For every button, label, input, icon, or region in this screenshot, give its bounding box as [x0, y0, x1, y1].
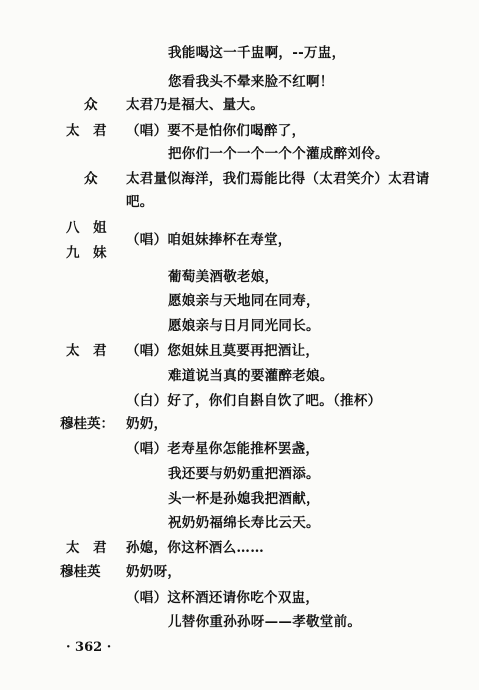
dialogue-line: 孙媳，你这杯酒么……: [126, 540, 264, 556]
dialogue-line: （唱）老寿星你怎能推杯罢盏，: [126, 441, 320, 457]
speaker-name: 众: [84, 171, 98, 187]
speaker-name: 穆桂英: [60, 564, 101, 580]
dialogue-line: 太君乃是福大、量大。: [126, 97, 264, 113]
speaker-name: 太 君: [66, 123, 107, 139]
verse-line: 儿替你重孙孙呀——孝敬堂前。: [168, 614, 362, 630]
speaker-name: 太 君: [66, 343, 107, 359]
page-number: · 362 ·: [66, 640, 112, 655]
verse-line: 祝奶奶福绵长寿比云天。: [168, 515, 320, 531]
speaker-name: 八 姐: [66, 220, 107, 236]
verse-line: 头一杯是孙媳我把酒献，: [168, 491, 320, 507]
speaker-name: 穆桂英：: [60, 416, 114, 432]
dialogue-line: （唱）要不是怕你们喝醉了，: [126, 123, 306, 139]
verse-line: 难道说当真的要灌醉老娘。: [168, 368, 334, 384]
verse-line: 我还要与奶奶重把酒添。: [168, 466, 320, 482]
dialogue-line: （白）好了，你们自斟自饮了吧。（推杯）: [126, 393, 382, 409]
dialogue-line: （唱）您姐妹且莫要再把酒让，: [126, 343, 320, 359]
verse-line: 我能喝这一千盅啊，--万盅，: [168, 45, 346, 61]
dialogue-line: （唱）这杯酒还请你吃个双盅，: [126, 590, 320, 606]
verse-line: 您看我头不晕来脸不红啊！: [168, 74, 334, 90]
speaker-name: 太 君: [66, 540, 107, 556]
dialogue-line: （唱）咱姐妹捧杯在寿堂，: [126, 232, 292, 248]
speaker-name: 九 妹: [66, 245, 107, 261]
dialogue-line: 奶奶呀，: [126, 564, 182, 580]
dialogue-line: 吧。: [126, 194, 154, 210]
dialogue-line: 奶奶，: [126, 416, 168, 432]
verse-line: 把你们一个一个一个个灌成醉刘伶。: [168, 146, 389, 162]
verse-line: 愿娘亲与日月同光同长。: [168, 318, 320, 334]
verse-line: 愿娘亲与天地同在同寿，: [168, 293, 320, 309]
verse-line: 葡萄美酒敬老娘，: [168, 269, 279, 285]
dialogue-line: 太君量似海洋，我们焉能比得（太君笑介）太君请: [126, 171, 430, 187]
speaker-name: 众: [84, 97, 98, 113]
